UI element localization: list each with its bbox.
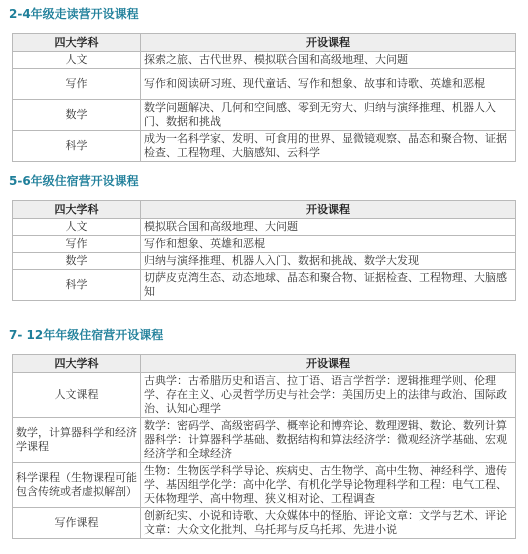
courses-cell: 生物：生物医学科学导论、疾病史、古生物学、高中生物、神经科学、遗传学、基因组学化学：高中化学、有机化学导论物理科学和工程：电气工程、天体物理学、高中物理、狭义相对论、工程调查 <box>141 463 516 508</box>
subject-cell: 写作 <box>13 236 141 253</box>
header-courses: 开设课程 <box>141 355 516 373</box>
subject-cell: 人文 <box>13 52 141 69</box>
subject-cell: 科学 <box>13 131 141 162</box>
table-header-row <box>13 355 516 373</box>
subject-cell: 数学 <box>13 100 141 131</box>
subject-cell: 科学 <box>13 270 141 301</box>
table-header-row <box>13 34 516 52</box>
table-row <box>13 100 516 131</box>
courses-cell: 探索之旅、古代世界、模拟联合国和高级地理、大问题 <box>141 52 516 69</box>
table-row <box>13 69 516 100</box>
courses-cell: 成为一名科学家、发明、可食用的世界、显微镜观察、晶态和聚合物、证据检查、工程物理、大脑感知、云科学 <box>141 131 516 162</box>
header-subject: 四大学科 <box>13 355 141 373</box>
subject-cell: 人文课程 <box>13 373 141 418</box>
header-subject: 四大学科 <box>13 201 141 219</box>
table-row <box>13 463 516 508</box>
courses-cell: 古典学：古希腊历史和语言、拉丁语、语言学哲学：逻辑推理学则、伦理学、存在主义、心灵哲学历史与社会学：美国历史上的法律与政治、国际政治、认知心理学 <box>141 373 516 418</box>
courses-cell: 创新纪实、小说和诗歌、大众媒体中的怪胎、评论文章：文学与艺术、评论文章：大众文化批判、乌托邦与反乌托邦、先进小说 <box>141 508 516 539</box>
courses-cell: 数学问题解决、几何和空间感、零到无穷大、归纳与演绎推理、机器人入门、数据和挑战 <box>141 100 516 131</box>
subject-cell: 科学课程（生物课程可能包含传统或者虚拟解剖） <box>13 463 141 508</box>
table-row <box>13 270 516 301</box>
table-header-row <box>13 201 516 219</box>
course-table-grades-2-4 <box>12 33 516 162</box>
header-courses: 开设课程 <box>141 34 516 52</box>
subject-cell: 人文 <box>13 219 141 236</box>
table-row <box>13 236 516 253</box>
section-title-grades-2-4: 2-4年级走读营开设课程 <box>9 7 139 21</box>
table-row <box>13 508 516 539</box>
table-row <box>13 131 516 162</box>
subject-cell: 写作 <box>13 69 141 100</box>
table-row <box>13 253 516 270</box>
courses-cell: 归纳与演绎推理、机器人入门、数据和挑战、数学大发现 <box>141 253 516 270</box>
courses-cell: 模拟联合国和高级地理、大问题 <box>141 219 516 236</box>
courses-cell: 写作和阅读研习班、现代童话、写作和想象、故事和诗歌、英雄和恶棍 <box>141 69 516 100</box>
table-row <box>13 373 516 418</box>
table-row <box>13 52 516 69</box>
courses-cell: 切萨皮克湾生态、动态地球、晶态和聚合物、证据检查、工程物理、大脑感知 <box>141 270 516 301</box>
section-title-grades-7-12: 7- 12年年级住宿营开设课程 <box>9 328 164 342</box>
table-row <box>13 219 516 236</box>
section-title-grades-5-6: 5-6年级住宿营开设课程 <box>9 174 139 188</box>
header-subject: 四大学科 <box>13 34 141 52</box>
courses-cell: 数学：密码学、高级密码学、概率论和博弈论、数理逻辑、数论、数列计算器科学：计算器科学基础、数据结构和算法经济学：微观经济学基础、宏观经济学和全球经济 <box>141 418 516 463</box>
subject-cell: 写作课程 <box>13 508 141 539</box>
subject-cell: 数学，计算器科学和经济学课程 <box>13 418 141 463</box>
subject-cell: 数学 <box>13 253 141 270</box>
course-table-grades-5-6 <box>12 200 516 301</box>
course-table-grades-7-12 <box>12 354 516 539</box>
table-row <box>13 418 516 463</box>
courses-cell: 写作和想象、英雄和恶棍 <box>141 236 516 253</box>
header-courses: 开设课程 <box>141 201 516 219</box>
